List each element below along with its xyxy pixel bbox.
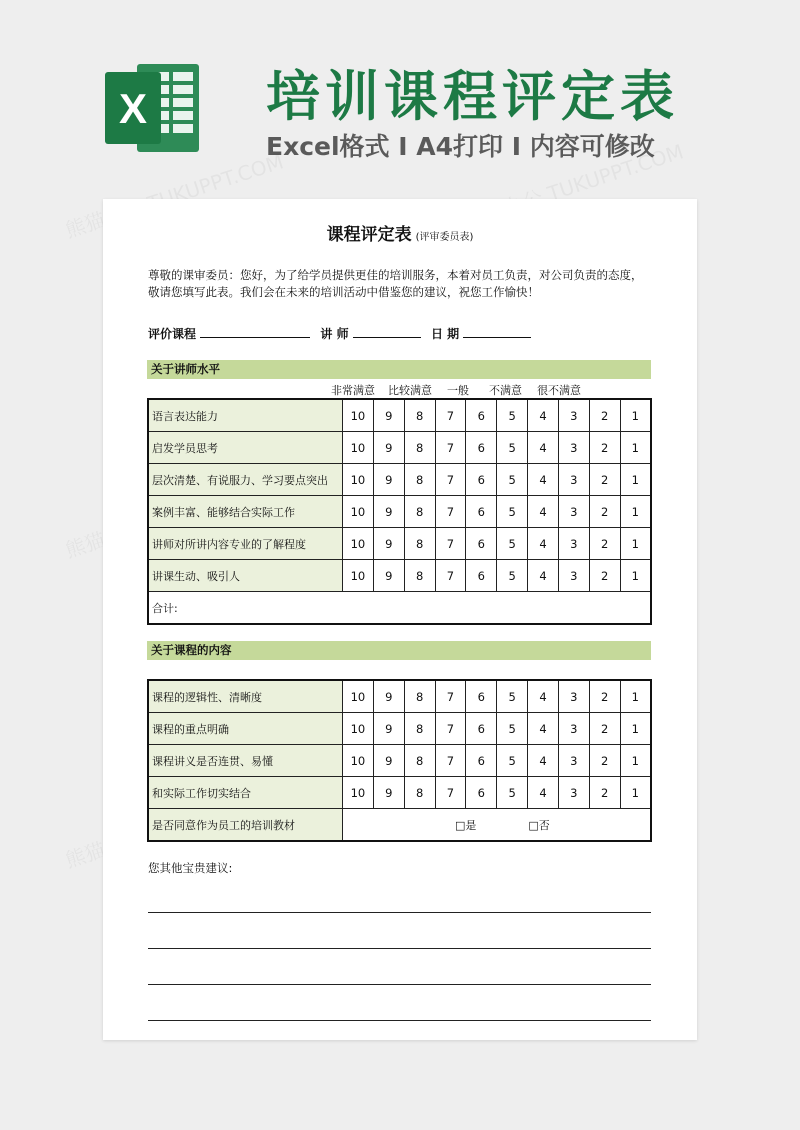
writing-line[interactable] [148,912,651,913]
rating-row [148,496,651,528]
criterion-label: 和实际工作切实结合 [148,777,343,809]
document-title-text: 课程评定表 [326,225,412,245]
score-cell[interactable]: 3 [558,399,589,432]
score-cell[interactable]: 4 [528,680,559,713]
criterion-label: 语言表达能力 [148,399,343,432]
writing-line[interactable] [148,1020,651,1021]
score-cell[interactable]: 8 [404,496,435,528]
score-cell[interactable]: 1 [620,680,651,713]
score-cell[interactable]: 2 [589,496,620,528]
rating-row [148,745,651,777]
scale-label: 比较满意 [388,384,432,397]
score-cell[interactable]: 8 [404,777,435,809]
rating-row [148,680,651,713]
document-title-note: (评审委员表) [415,232,474,243]
score-cell[interactable]: 3 [558,528,589,560]
score-cell[interactable]: 8 [404,560,435,592]
scale-label: 一般 [447,384,469,397]
banner-subtitle: Excel格式 Ⅰ A4打印 Ⅰ 内容可修改 [266,132,655,161]
teacher-field-label: 讲 师 [320,327,349,341]
score-cell[interactable]: 9 [373,560,404,592]
scale-label: 不满意 [489,384,522,397]
excel-logo-letter: X [118,85,148,132]
criterion-label: 案例丰富、能够结合实际工作 [148,496,343,528]
score-cell[interactable]: 9 [373,496,404,528]
score-cell[interactable]: 5 [497,745,528,777]
criterion-label: 课程的重点明确 [148,713,343,745]
score-cell[interactable]: 2 [589,745,620,777]
yes-checkbox[interactable]: □是 [455,818,477,832]
date-field-input[interactable] [463,325,531,338]
score-cell[interactable]: 5 [497,713,528,745]
course-field-input[interactable] [200,325,310,338]
score-cell[interactable]: 1 [620,745,651,777]
excel-logo-icon [103,58,203,158]
score-cell[interactable]: 2 [589,713,620,745]
score-cell[interactable]: 5 [497,496,528,528]
no-checkbox[interactable]: □否 [528,818,550,832]
score-cell[interactable]: 4 [528,432,559,464]
score-cell[interactable]: 9 [373,432,404,464]
score-cell[interactable]: 1 [620,713,651,745]
score-cell[interactable]: 10 [343,777,374,809]
score-cell[interactable]: 9 [373,464,404,496]
score-cell[interactable]: 4 [528,399,559,432]
score-cell[interactable]: 9 [373,399,404,432]
score-cell[interactable]: 6 [466,745,497,777]
score-cell[interactable]: 7 [435,432,466,464]
score-cell[interactable]: 10 [343,432,374,464]
score-cell[interactable]: 4 [528,777,559,809]
score-cell[interactable]: 3 [558,713,589,745]
scale-label: 很不满意 [537,384,581,397]
score-cell[interactable]: 5 [497,560,528,592]
score-cell[interactable]: 6 [466,777,497,809]
score-cell[interactable]: 8 [404,745,435,777]
score-cell[interactable]: 5 [497,680,528,713]
score-cell[interactable]: 10 [343,399,374,432]
score-cell[interactable]: 6 [466,680,497,713]
score-cell[interactable]: 1 [620,528,651,560]
score-cell[interactable]: 2 [589,432,620,464]
score-cell[interactable]: 5 [497,528,528,560]
score-cell[interactable]: 9 [373,528,404,560]
criterion-label: 课程的逻辑性、清晰度 [148,680,343,713]
teaching-material-row [148,809,651,842]
rating-row [148,464,651,496]
score-cell[interactable]: 7 [435,745,466,777]
score-cell[interactable]: 10 [343,464,374,496]
writing-line[interactable] [148,984,651,985]
section-teacher-header: 关于讲师水平 [147,360,651,379]
score-cell[interactable]: 4 [528,560,559,592]
score-cell[interactable]: 7 [435,777,466,809]
score-cell[interactable]: 3 [558,680,589,713]
score-cell[interactable]: 1 [620,777,651,809]
score-cell[interactable]: 3 [558,432,589,464]
score-cell[interactable]: 2 [589,464,620,496]
criterion-label: 讲课生动、吸引人 [148,560,343,592]
score-cell[interactable]: 1 [620,399,651,432]
score-cell[interactable]: 5 [497,432,528,464]
score-cell[interactable]: 4 [528,496,559,528]
score-cell[interactable]: 6 [466,496,497,528]
score-cell[interactable]: 4 [528,745,559,777]
content-rating-table [147,679,652,842]
score-cell[interactable]: 3 [558,777,589,809]
header-fields [148,325,537,342]
rating-row [148,528,651,560]
section-content-header: 关于课程的内容 [147,641,651,660]
score-cell[interactable]: 4 [528,464,559,496]
score-cell[interactable]: 8 [404,713,435,745]
score-cell[interactable]: 2 [589,399,620,432]
score-cell[interactable]: 8 [404,464,435,496]
score-cell[interactable]: 1 [620,560,651,592]
total-row [148,592,651,625]
score-cell[interactable]: 5 [497,399,528,432]
course-field-label: 评价课程 [148,327,197,341]
score-cell[interactable]: 10 [343,680,374,713]
score-cell[interactable]: 2 [589,680,620,713]
score-cell[interactable]: 3 [558,560,589,592]
rating-row [148,399,651,432]
score-cell[interactable]: 6 [466,399,497,432]
total-label: 合计: [148,592,651,625]
score-cell[interactable]: 1 [620,496,651,528]
score-cell[interactable]: 6 [466,560,497,592]
score-cell[interactable]: 3 [558,496,589,528]
form-page [103,199,697,1040]
document-title [103,220,697,245]
score-cell[interactable]: 2 [589,528,620,560]
score-cell[interactable]: 7 [435,464,466,496]
score-cell[interactable]: 7 [435,399,466,432]
score-cell[interactable]: 10 [343,560,374,592]
teacher-field-input[interactable] [353,325,421,338]
criterion-label: 层次清楚、有说服力、学习要点突出 [148,464,343,496]
score-cell[interactable]: 4 [528,528,559,560]
score-cell[interactable]: 3 [558,745,589,777]
score-cell[interactable]: 7 [435,528,466,560]
score-cell[interactable]: 6 [466,464,497,496]
score-cell[interactable]: 10 [343,713,374,745]
teaching-material-question: 是否同意作为员工的培训教材 [148,809,343,842]
score-cell[interactable]: 6 [466,432,497,464]
score-cell[interactable]: 7 [435,713,466,745]
rating-row [148,713,651,745]
criterion-label: 讲师对所讲内容专业的了解程度 [148,528,343,560]
score-cell[interactable]: 9 [373,777,404,809]
score-cell[interactable]: 2 [589,777,620,809]
score-cell[interactable]: 8 [404,680,435,713]
score-cell[interactable]: 9 [373,745,404,777]
rating-row [148,432,651,464]
score-cell[interactable]: 10 [343,528,374,560]
criterion-label: 课程讲义是否连贯、易懂 [148,745,343,777]
banner-title: 培训课程评定表 [266,65,679,128]
rating-row [148,560,651,592]
score-cell[interactable]: 7 [435,560,466,592]
score-cell[interactable]: 9 [373,680,404,713]
score-cell[interactable]: 9 [373,713,404,745]
intro-paragraph: 尊敬的课审委员：您好，为了给学员提供更佳的培训服务，本着对员工负责，对公司负责的态度，敬请您填写此表。我们会在未来的培训活动中借鉴您的建议，祝您工作愉快！ [148,268,643,299]
score-cell[interactable]: 3 [558,464,589,496]
rating-row [148,777,651,809]
writing-line[interactable] [148,948,651,949]
score-cell[interactable]: 10 [343,745,374,777]
teacher-rating-table [147,398,652,625]
score-cell[interactable]: 7 [435,496,466,528]
date-field-label: 日 期 [430,327,460,341]
score-cell[interactable]: 10 [343,496,374,528]
score-cell[interactable]: 8 [404,432,435,464]
scale-label: 非常满意 [331,384,375,397]
other-suggestions-label: 您其他宝贵建议: [148,861,233,875]
score-cell[interactable]: 4 [528,713,559,745]
score-cell[interactable]: 2 [589,560,620,592]
score-cell[interactable]: 8 [404,528,435,560]
score-cell[interactable]: 6 [466,528,497,560]
score-cell[interactable]: 5 [497,777,528,809]
score-cell[interactable]: 8 [404,399,435,432]
score-cell[interactable]: 6 [466,713,497,745]
score-cell[interactable]: 7 [435,680,466,713]
score-cell[interactable]: 1 [620,464,651,496]
yes-no-cell [343,809,652,842]
criterion-label: 启发学员思考 [148,432,343,464]
score-cell[interactable]: 5 [497,464,528,496]
score-cell[interactable]: 1 [620,432,651,464]
